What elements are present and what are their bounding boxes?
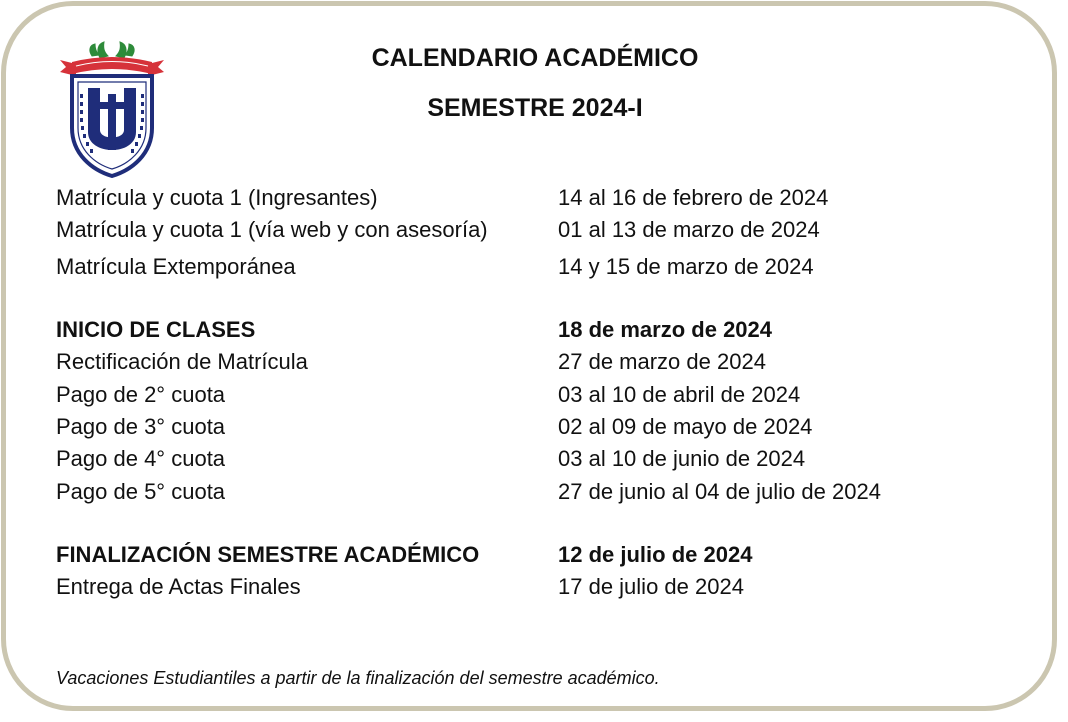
schedule-date: 03 al 10 de junio de 2024: [558, 446, 806, 471]
ut-monogram: [88, 88, 136, 150]
schedule-label: Pago de 5° cuota: [56, 479, 226, 504]
schedule-row: [0, 444, 1000, 474]
ribbon-banner: [60, 57, 164, 76]
schedule-row: [0, 572, 1000, 602]
schedule-date: 17 de julio de 2024: [558, 574, 744, 599]
schedule-label: INICIO DE CLASES: [56, 317, 256, 342]
schedule-label: Pago de 4° cuota: [56, 446, 226, 471]
schedule-date: 27 de marzo de 2024: [558, 349, 766, 374]
schedule-row: [0, 315, 1000, 345]
university-shield-logo: [56, 36, 168, 178]
schedule-label: FINALIZACIÓN SEMESTRE ACADÉMICO: [56, 542, 480, 567]
schedule-label: Rectificación de Matrícula: [56, 349, 308, 374]
schedule-date: 03 al 10 de abril de 2024: [558, 382, 801, 407]
schedule-row: [0, 540, 1000, 570]
schedule-label: Pago de 3° cuota: [56, 414, 226, 439]
schedule-row: [0, 215, 1000, 245]
vacation-footnote: Vacaciones Estudiantiles a partir de la finalización del semestre académico.: [56, 668, 660, 688]
schedule-label: Matrícula y cuota 1 (vía web y con asesoría): [56, 217, 488, 242]
schedule-date: 14 al 16 de febrero de 2024: [558, 185, 829, 210]
schedule-date: 14 y 15 de marzo de 2024: [558, 254, 814, 279]
schedule-date: 02 al 09 de mayo de 2024: [558, 414, 813, 439]
schedule-row: [0, 252, 1000, 282]
schedule-row: [0, 380, 1000, 410]
schedule-row: [0, 183, 1000, 213]
schedule-row: [0, 347, 1000, 377]
schedule-date: 12 de julio de 2024: [558, 542, 753, 567]
schedule-row: [0, 412, 1000, 442]
schedule-label: Pago de 2° cuota: [56, 382, 226, 407]
schedule-row: [0, 477, 1000, 507]
page-title: CALENDARIO ACADÉMICO: [371, 44, 699, 72]
schedule-date: 18 de marzo de 2024: [558, 317, 773, 342]
schedule-label: Matrícula y cuota 1 (Ingresantes): [56, 185, 378, 210]
schedule-date: 01 al 13 de marzo de 2024: [558, 217, 820, 242]
schedule-date: 27 de junio al 04 de julio de 2024: [558, 479, 881, 504]
schedule-label: Entrega de Actas Finales: [56, 574, 301, 599]
semester-subtitle: SEMESTRE 2024-I: [427, 94, 643, 122]
schedule-label: Matrícula Extemporánea: [56, 254, 296, 279]
